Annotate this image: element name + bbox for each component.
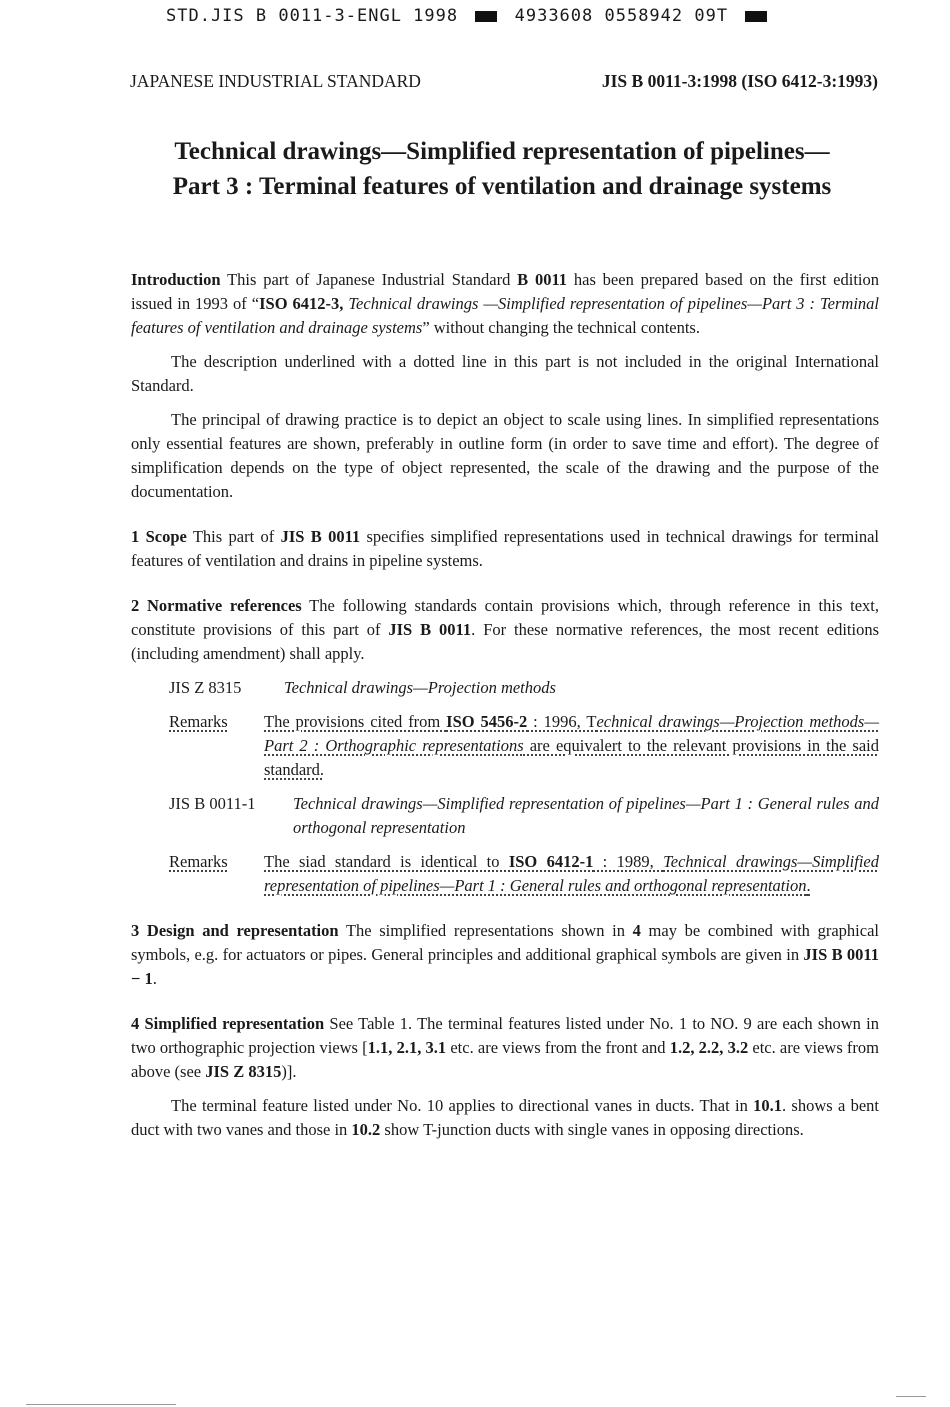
intro-paragraph: Introduction This part of Japanese Industrial Standard B 0011 has been prepared based on the first edition issued in 1993 of “ISO 6412-3, Technical drawings —Simplified representation of pipelines—Part 3 : Terminal features of ventilation and drainage systems” without changing the technical contents.: [131, 270, 879, 337]
intro-heading: Introduction: [131, 270, 221, 289]
intro-principle-paragraph: The principal of drawing practice is to depict an object to scale using lines. In simplified representations only essential features are shown, preferably in outline form (in order to save time and effort). The degree of simplification depends on the type of object represented, the scale of the drawing and the purpose of the documentation.: [131, 410, 879, 501]
title-line-1: Technical drawings—Simplified representation of pipelines—: [174, 138, 830, 165]
reference-jis-z-8315: JIS Z 8315 Technical drawings—Projection methods: [169, 678, 556, 697]
simplified-heading: 4 Simplified representation: [131, 1014, 325, 1033]
directional-vanes-paragraph: The terminal feature listed under No. 10 applies to directional vanes in ducts. That in 10.1. shows a bent duct with two vanes and those in 10.2 show T-junction ducts with single vanes in opposing directions.: [131, 1096, 879, 1139]
design-paragraph: 3 Design and representation The simplified representations shown in 4 may be combined with graphical symbols, e.g. for actuators or pipes. General principles and additional graphical symbols are given in JIS B 0011 − 1.: [131, 921, 879, 988]
normative-paragraph: 2 Normative references The following standards contain provisions which, through reference in this text, constitute provisions of this part of JIS B 0011. For these normative references, the most recent editions (including amendment) shall apply.: [131, 596, 880, 663]
design-heading: 3 Design and representation: [131, 921, 339, 940]
document-id-stamp: [166, 6, 773, 26]
simplified-paragraph: 4 Simplified representation See Table 1. The terminal features listed under No. 1 to NO. 9 are each shown in two orthographic projection views [1.1, 2.1, 3.1 etc. are views from the front and 1.2, 2.2, 3.2 etc. are views from above (see JIS Z 8315)].: [131, 1014, 879, 1081]
scope-paragraph: 1 Scope This part of JIS B 0011 specifies simplified representations used in technical drawings for terminal features of ventilation and drains in pipeline systems.: [131, 527, 879, 570]
document-id-part1: STD.JIS B 0011-3-ENGL 1998: [166, 6, 459, 26]
page-title: [0, 134, 950, 204]
header-standard-name: JAPANESE INDUSTRIAL STANDARD: [130, 71, 421, 91]
scope-heading: 1 Scope: [131, 527, 187, 546]
reference-jis-b-0011-1: JIS B 0011-1 Technical drawings—Simplified representation of pipelines—Part 1 : General rules and orthogonal representation: [169, 794, 879, 837]
header-standard-number: JIS B 0011-3:1998 (ISO 6412-3:1993): [601, 71, 878, 91]
footer-rule-right: [896, 1396, 926, 1397]
redaction-block: [745, 11, 767, 22]
document-body: [131, 268, 879, 1142]
document-id-part2: 4933608 0558942 09T: [514, 6, 729, 26]
intro-note-paragraph: The description underlined with a dotted line in this part is not included in the original International Standard.: [131, 352, 879, 395]
redaction-block: [475, 11, 497, 22]
normative-heading: 2 Normative references: [131, 596, 302, 615]
title-line-2: Part 3 : Terminal features of ventilation and drainage systems: [172, 173, 832, 200]
remarks-1: Remarks The provisions cited from ISO 5456-2 : 1996, Technical drawings—Projection methods—Part 2 : Orthographic representations are equivalert to the relevant provisions in the said standard.: [169, 712, 879, 779]
remarks-2: Remarks The siad standard is identical to ISO 6412-1 : 1989, Technical drawings—Simplified representation of pipelines—Part 1 : General rules and orthogonal representation.: [169, 852, 879, 895]
footer-rule-left: [26, 1404, 176, 1405]
